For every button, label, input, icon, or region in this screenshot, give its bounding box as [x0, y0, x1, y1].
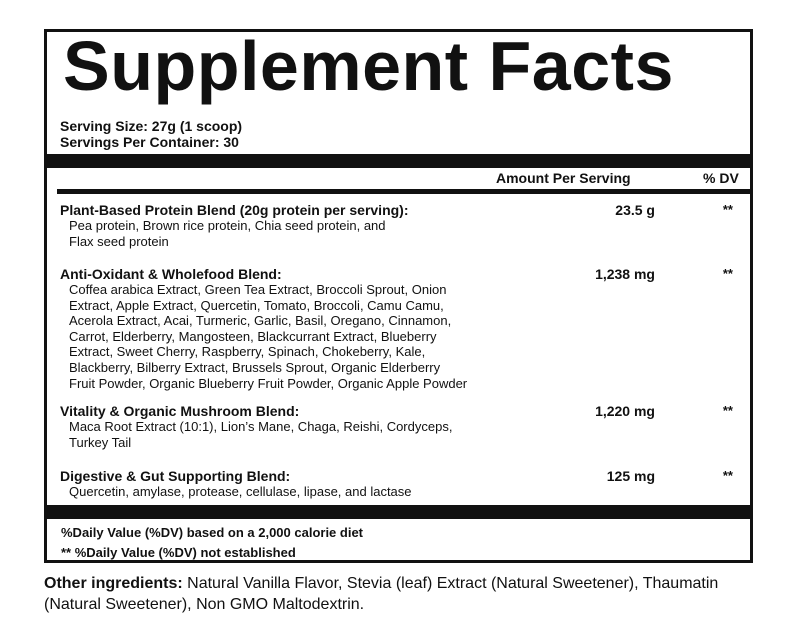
header-rule [57, 189, 750, 194]
servings-per-container: Servings Per Container: 30 [60, 134, 239, 150]
blend-dv: ** [722, 266, 733, 281]
blend-dv: ** [722, 403, 733, 418]
amount-per-serving-header: Amount Per Serving [496, 170, 631, 186]
panel-title: Supplement Facts [63, 27, 674, 105]
blend-name: Anti-Oxidant & Wholefood Blend: [60, 266, 282, 282]
serving-size: Serving Size: 27g (1 scoop) [60, 118, 243, 134]
blend-dv: ** [722, 468, 733, 483]
blend-row [60, 468, 750, 500]
blend-ingredient-line: Extract, Apple Extract, Quercetin, Tomato, Broccoli, Camu Camu, [69, 297, 444, 313]
blend-ingredient-line: Quercetin, amylase, protease, cellulase, lipase, and lactase [69, 484, 412, 499]
blend-ingredient-line: Carrot, Elderberry, Mangosteen, Blackcurrant Extract, Blueberry [69, 328, 437, 344]
blend-dv: ** [722, 202, 733, 217]
blend-name: Digestive & Gut Supporting Blend: [60, 468, 291, 484]
blend-ingredient-line: Blackberry, Bilberry Extract, Brussels Sprout, Organic Elderberry [69, 359, 441, 375]
blend-row [60, 266, 750, 391]
blend-ingredient-line: Coffea arabica Extract, Green Tea Extract, Broccoli Sprout, Onion [69, 282, 447, 297]
blend-ingredient-line: Pea protein, Brown rice protein, Chia seed protein, and [69, 218, 386, 233]
other-ingredients-label: Other ingredients: [44, 575, 183, 592]
footnote-dv-not-established: ** %Daily Value (%DV) not established [61, 545, 296, 560]
divider-bar-top [47, 154, 750, 168]
divider-bar-bottom [47, 505, 750, 519]
blend-amount: 23.5 g [615, 202, 655, 218]
supplement-facts-panel [44, 29, 753, 563]
blend-amount: 1,238 mg [595, 266, 655, 282]
blend-ingredient-line: Acerola Extract, Acai, Turmeric, Garlic, Basil, Oregano, Cinnamon, [69, 313, 452, 329]
blend-ingredient-line: Flax seed protein [69, 233, 169, 249]
blend-ingredient-line: Maca Root Extract (10:1), Lion’s Mane, Chaga, Reishi, Cordyceps, [69, 419, 453, 434]
blend-amount: 125 mg [606, 468, 655, 484]
blend-row [60, 202, 750, 249]
blend-row [60, 403, 750, 450]
blend-ingredient-line: Extract, Sweet Cherry, Raspberry, Spinach, Chokeberry, Kale, [69, 344, 426, 360]
dv-header: % DV [703, 170, 739, 186]
blend-name: Plant-Based Protein Blend (20g protein per serving): [60, 202, 409, 218]
other-ingredients-text: Natural Vanilla Flavor, Stevia (leaf) Extract (Natural Sweetener), Thaumatin (Natural Sweetener), Non GMO Maltodextrin. [44, 575, 719, 613]
blend-name: Vitality & Organic Mushroom Blend: [60, 403, 300, 419]
blend-amount: 1,220 mg [595, 403, 655, 419]
blend-ingredient-line: Fruit Powder, Organic Blueberry Fruit Powder, Organic Apple Powder [69, 375, 468, 391]
serving-info [60, 118, 242, 150]
other-ingredients [44, 573, 764, 615]
footnote-dv-basis: %Daily Value (%DV) based on a 2,000 calorie diet [61, 525, 364, 540]
blend-ingredient-line: Turkey Tail [69, 434, 132, 450]
